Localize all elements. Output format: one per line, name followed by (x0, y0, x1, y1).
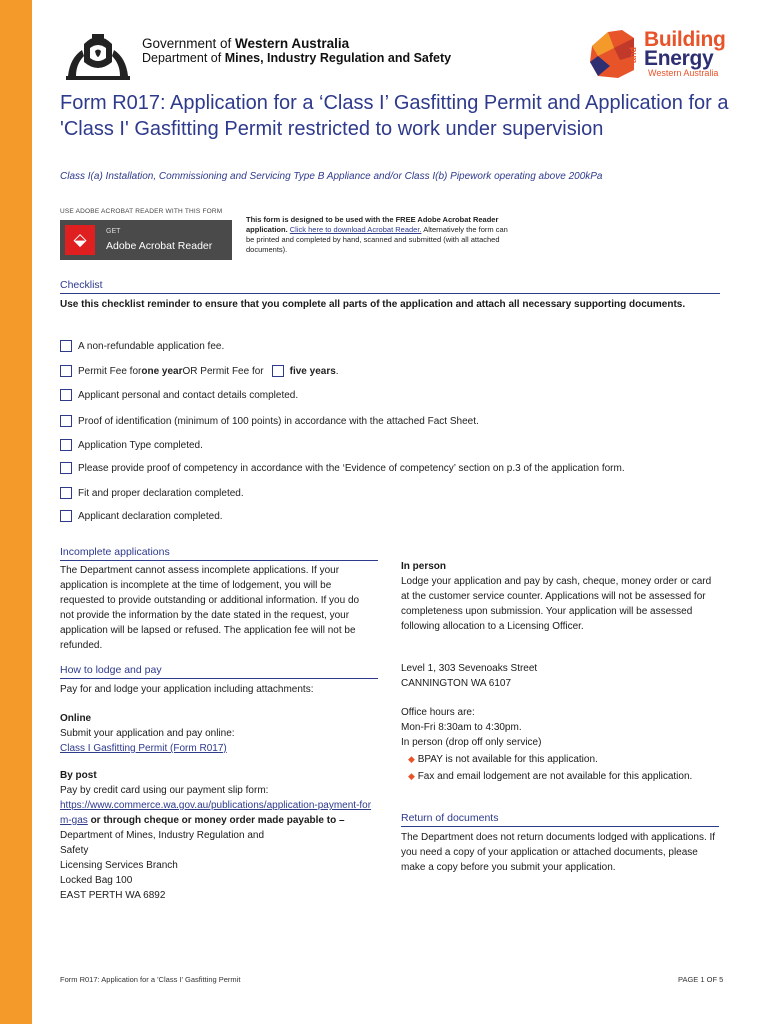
lodge-heading: How to lodge and pay (60, 664, 378, 679)
acrobat-info: This form is designed to be used with the FREE Adobe Acrobat Reader application. Click here to download Acrobat Reader. Alternatively the form can be printed and completed by hand, scanned and submitted (with all attached documents). (246, 215, 508, 254)
download-acrobat-link[interactable]: Click here to download Acrobat Reader. (289, 225, 422, 234)
incomplete-heading: Incomplete applications (60, 546, 378, 561)
page-number: PAGE 1 OF 5 (678, 975, 724, 984)
acrobat-caption: USE ADOBE ACROBAT READER WITH THIS FORM (60, 208, 223, 215)
checkbox-proof-of-competency[interactable] (60, 462, 72, 474)
brand-building: Building (644, 28, 726, 51)
wa-crest-logo (62, 30, 134, 82)
checklist-item: A non-refundable application fee. (60, 340, 224, 352)
payment-form-link[interactable]: https://www.commerce.wa.gov.au/publications/application-payment-form-gas (60, 800, 372, 826)
bullet-bpay: ◆ BPAY is not available for this application. (408, 754, 598, 765)
footer-form-name: Form R017: Application for a 'Class I' Gasfitting Permit (60, 975, 241, 984)
checklist-item: Please provide proof of competency in accordance with the ‘Evidence of competency’ section on p.3 of the application form. (60, 462, 625, 474)
checkbox-application-fee[interactable] (60, 340, 72, 352)
bullet-icon: ◆ (408, 754, 415, 764)
bullet-icon: ◆ (408, 771, 415, 781)
acrobat-get-label: GET (106, 228, 121, 235)
government-name: Government of Western Australia (142, 36, 350, 51)
checkbox-application-type[interactable] (60, 439, 72, 451)
brand-and: and (628, 46, 639, 64)
checklist-item: Proof of identification (minimum of 100 points) in accordance with the attached Fact Sheet. (60, 415, 479, 427)
office-address: Level 1, 303 Sevenoaks Street CANNINGTON WA 6107 (401, 663, 538, 689)
incomplete-body: The Department cannot assess incomplete applications. If your application is incomplete at the time of lodgement, you will be requested to provide outstanding or additional information. If you do not provide the information by the date stated in the request, your application will be lapsed or refused. The application fee will not be refunded. (60, 565, 360, 651)
checklist-item: Application Type completed. (60, 439, 203, 451)
in-person-section: In person Lodge your application and pay by cash, cheque, money order or card at the customer service counter. Applications will not be assessed for completeness upon submission. Your application will be assessed following allocation to a Licensing Officer. (401, 561, 712, 632)
side-stripe (0, 0, 32, 1024)
department-name: Department of Mines, Industry Regulation and Safety (142, 51, 452, 65)
online-form-link[interactable]: Class I Gasfitting Permit (Form R017) (60, 743, 227, 754)
brand-energy: Energy (644, 47, 714, 70)
return-body: The Department does not return documents lodged with applications. If you need a copy of your application or attached documents, please make a copy before you submit your application. (401, 832, 716, 873)
checkbox-proof-of-identification[interactable] (60, 415, 72, 427)
checkbox-permit-five-years[interactable] (272, 365, 284, 377)
form-subtitle: Class I(a) Installation, Commissioning and Servicing Type B Appliance and/or Class I(b) Pipework operating above 200kPa (60, 171, 603, 182)
form-title: Form R017: Application for a ‘Class I’ Gasfitting Permit and Application for a 'Class I' Gasfitting Permit restricted to work under supervision (60, 92, 729, 140)
checklist-intro: Use this checklist reminder to ensure that you complete all parts of the application and attach all necessary supporting documents. (60, 299, 686, 310)
checklist-heading: Checklist (60, 279, 720, 294)
get-acrobat-button[interactable] (60, 220, 232, 260)
checkbox-applicant-declaration[interactable] (60, 510, 72, 522)
checkbox-personal-details[interactable] (60, 389, 72, 401)
acrobat-product-name: Adobe Acrobat Reader (106, 240, 213, 252)
checkbox-permit-one-year[interactable] (60, 365, 72, 377)
checklist-item: Permit Fee for one year OR Permit Fee for five years . (60, 365, 339, 377)
checklist-item: Applicant declaration completed. (60, 510, 223, 522)
brand-region: Western Australia (648, 68, 719, 78)
return-heading: Return of documents (401, 812, 719, 827)
bullet-fax-email: ◆ Fax and email lodgement are not available for this application. (408, 771, 693, 782)
online-section: Online Submit your application and pay online: Class I Gasfitting Permit (Form R017) (60, 713, 235, 754)
post-section: By post Pay by credit card using our payment slip form: https://www.commerce.wa.gov.au/publications/application-payment-form-gas or through cheque or money order made payable to – Department of Mines, Industry Regulation and Safety Licensing Services Branch Locked Bag 100 EAST PERTH WA 6892 (60, 770, 372, 901)
lodge-intro: Pay for and lodge your application including attachments: (60, 684, 314, 695)
checkbox-fit-and-proper[interactable] (60, 487, 72, 499)
office-hours: Office hours are: Mon-Fri 8:30am to 4:30pm. In person (drop off only service) (401, 707, 542, 748)
checklist-item: Applicant personal and contact details completed. (60, 389, 298, 401)
checklist-item: Fit and proper declaration completed. (60, 487, 244, 499)
acrobat-icon: ⬙ (65, 225, 95, 255)
